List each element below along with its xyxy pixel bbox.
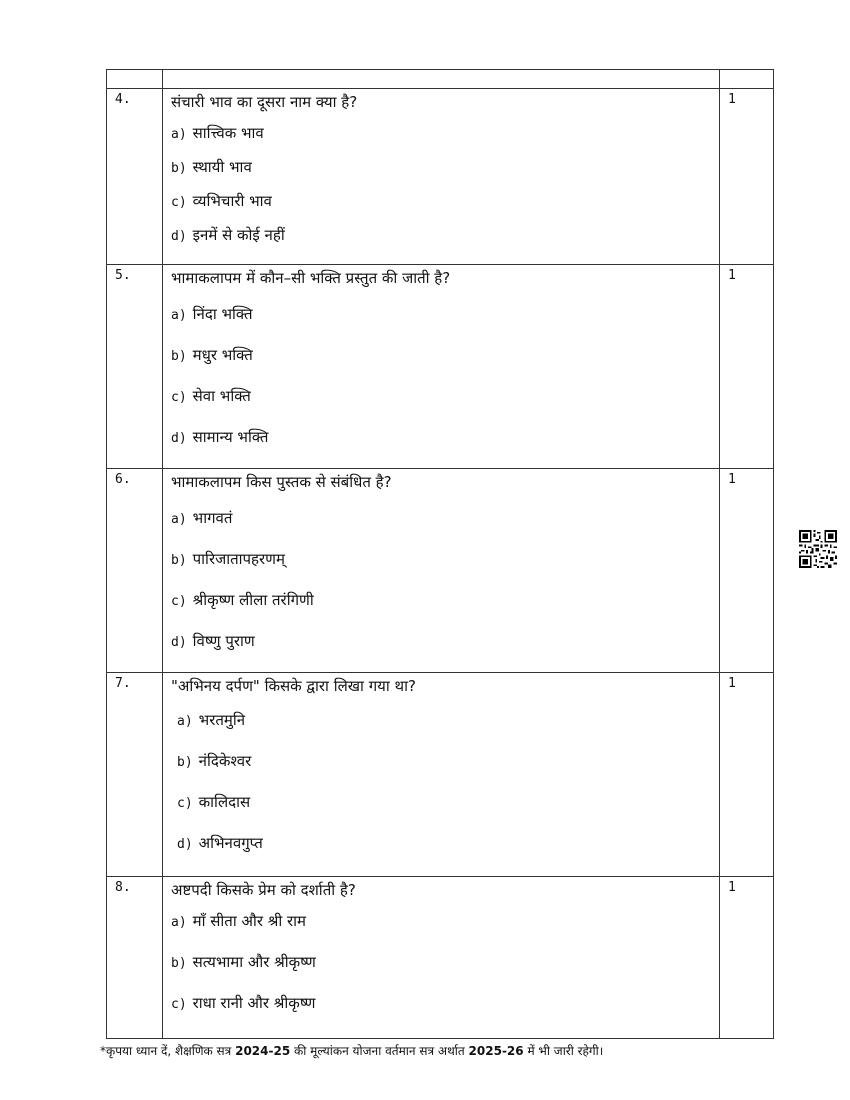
option-item [171, 191, 719, 213]
option-label: d) [177, 837, 193, 852]
option-text: सत्यभामा और श्रीकृष्ण [192, 953, 316, 971]
option-text: विष्णु पुराण [192, 632, 255, 650]
question-text: "अभिनय दर्पण" किसके द्वारा लिखा गया था? [171, 677, 416, 695]
option-item [171, 427, 719, 449]
option-label: c) [171, 390, 187, 405]
option-label: c) [171, 594, 187, 609]
option-label: b) [171, 956, 187, 971]
option-item [171, 508, 719, 530]
option-label: b) [171, 553, 187, 568]
option-text: स्थायी भाव [192, 158, 252, 176]
question-cell [163, 89, 720, 265]
option-item [171, 751, 719, 773]
option-label: b) [177, 755, 193, 770]
option-item [171, 304, 719, 326]
option-item [171, 710, 719, 732]
option-item [171, 123, 719, 145]
option-item [171, 792, 719, 814]
option-label: d) [171, 431, 187, 446]
option-text: भागवतं [192, 509, 233, 527]
question-text: अष्टपदी किसके प्रेम को दर्शाती है? [171, 881, 356, 899]
option-item [171, 549, 719, 571]
question-text: संचारी भाव का दूसरा नाम क्या है? [171, 93, 358, 111]
question-cell [163, 469, 720, 673]
option-item [171, 345, 719, 367]
option-text: सात्त्विक भाव [192, 124, 264, 142]
option-text: श्रीकृष्ण लीला तरंगिणी [192, 591, 314, 609]
option-text: निंदा भक्ति [192, 305, 253, 323]
option-item [171, 993, 719, 1015]
question-marks: 1 [720, 877, 774, 1039]
option-label: c) [177, 796, 193, 811]
header-cell-marks [720, 70, 774, 89]
option-text: इनमें से कोई नहीं [192, 226, 285, 244]
option-item [171, 386, 719, 408]
question-marks: 1 [720, 673, 774, 877]
option-item [171, 911, 719, 933]
option-text: पारिजातापहरणम् [192, 550, 285, 568]
question-marks: 1 [720, 469, 774, 673]
question-row [107, 469, 774, 673]
question-cell [163, 673, 720, 877]
question-number: 7. [107, 673, 163, 877]
option-text: माँ सीता और श्री राम [192, 912, 307, 930]
question-cell [163, 265, 720, 469]
option-label: a) [171, 512, 187, 527]
option-label: a) [177, 714, 193, 729]
option-text: सेवा भक्ति [192, 387, 251, 405]
question-table [106, 69, 774, 1039]
question-number: 5. [107, 265, 163, 469]
option-label: d) [171, 635, 187, 650]
option-text: मधुर भक्ति [192, 346, 253, 364]
footnote-year-current: 2024-25 [235, 1044, 291, 1058]
option-item [171, 590, 719, 612]
question-number: 6. [107, 469, 163, 673]
option-item [171, 631, 719, 653]
option-text: राधा रानी और श्रीकृष्ण [192, 994, 316, 1012]
option-label: a) [171, 127, 187, 142]
question-marks: 1 [720, 265, 774, 469]
option-label: a) [171, 915, 187, 930]
footnote-prefix: *कृपया ध्यान दें, शैक्षणिक सत्र [100, 1044, 236, 1058]
option-text: सामान्य भक्ति [192, 428, 269, 446]
header-cell-question [163, 70, 720, 89]
option-text: कालिदास [198, 793, 251, 811]
option-label: d) [171, 229, 187, 244]
question-marks: 1 [720, 89, 774, 265]
question-cell [163, 877, 720, 1039]
option-text: व्यभिचारी भाव [192, 192, 272, 210]
question-text: भामाकलापम किस पुस्तक से संबंधित है? [171, 473, 392, 491]
table-header-row [107, 70, 774, 89]
footnote-middle: की मूल्यांकन योजना वर्तमान सत्र अर्थात [290, 1044, 469, 1058]
option-text: भरतमुनि [198, 711, 246, 729]
footnote [100, 1042, 603, 1059]
option-label: c) [171, 997, 187, 1012]
option-label: b) [171, 349, 187, 364]
option-text: अभिनवगुप्त [198, 834, 263, 852]
question-row [107, 673, 774, 877]
header-cell-num [107, 70, 163, 89]
qr-code-icon [799, 530, 837, 568]
option-item [171, 225, 719, 247]
question-number: 4. [107, 89, 163, 265]
question-row [107, 89, 774, 265]
option-label: c) [171, 195, 187, 210]
option-item [171, 952, 719, 974]
footnote-year-next: 2025-26 [468, 1044, 524, 1058]
option-label: b) [171, 161, 187, 176]
question-row [107, 877, 774, 1039]
option-item [171, 157, 719, 179]
option-text: नंदिकेश्वर [198, 752, 252, 770]
option-label: a) [171, 308, 187, 323]
option-item [171, 833, 719, 855]
question-row [107, 265, 774, 469]
question-text: भामाकलापम में कौन–सी भक्ति प्रस्तुत की जाती है? [171, 269, 451, 287]
footnote-suffix: में भी जारी रहेगी। [523, 1044, 604, 1058]
question-number: 8. [107, 877, 163, 1039]
